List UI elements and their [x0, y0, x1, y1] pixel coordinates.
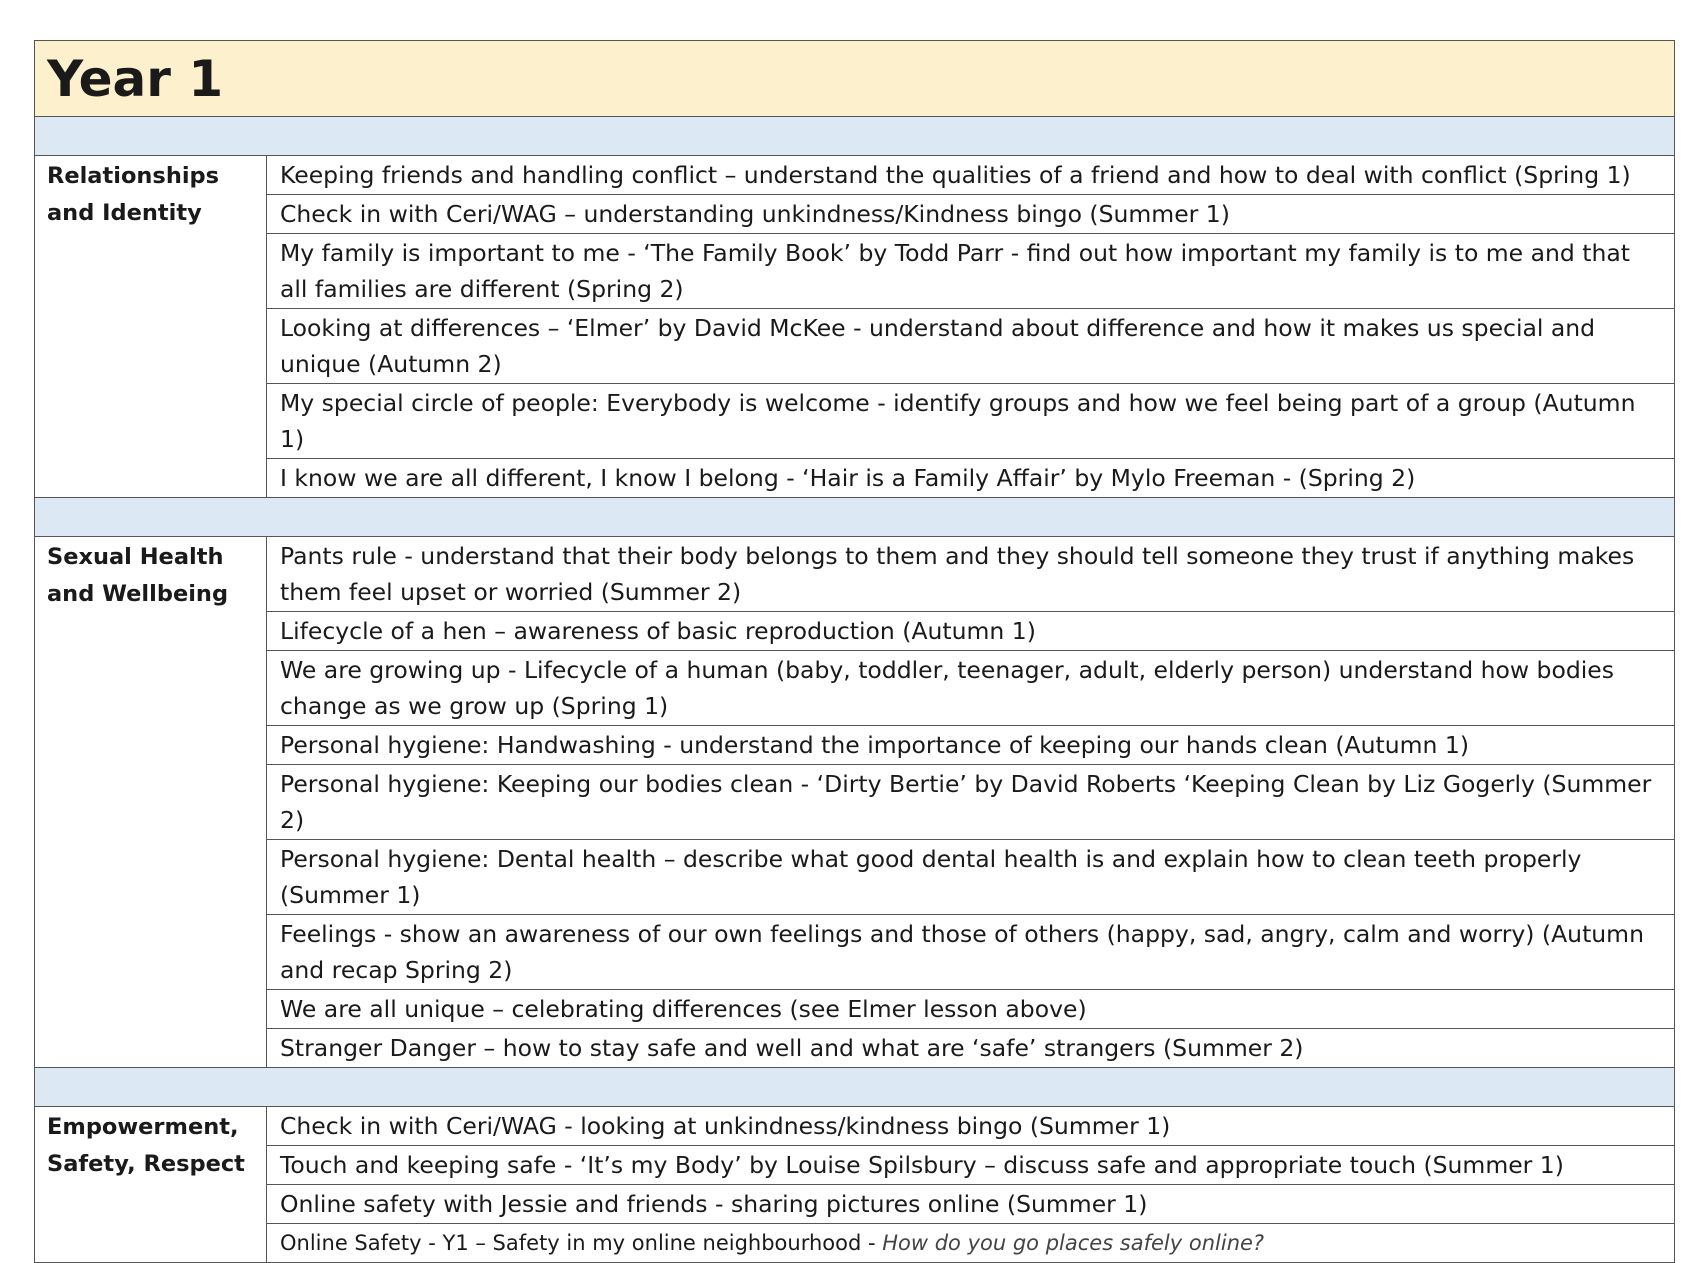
table-row — [35, 915, 1675, 990]
list-item: Online safety with Jessie and friends - sharing pictures online (Summer 1) — [267, 1185, 1675, 1224]
list-item — [267, 1224, 1675, 1263]
page-title: Year 1 — [35, 41, 1675, 117]
list-item: Keeping friends and handling conflict – understand the qualities of a friend and how to deal with conflict (Spring 1) — [267, 156, 1675, 195]
list-item: I know we are all different, I know I belong - ‘Hair is a Family Affair’ by Mylo Freeman - (Spring 2) — [267, 459, 1675, 498]
table-row — [35, 1146, 1675, 1185]
list-item: Feelings - show an awareness of our own feelings and those of others (happy, sad, angry, calm and worry) (Autumn and recap Spring 2) — [267, 915, 1675, 990]
section-label: Sexual Health and Wellbeing — [35, 537, 267, 1068]
list-item: Personal hygiene: Handwashing - understand the importance of keeping our hands clean (Autumn 1) — [267, 726, 1675, 765]
list-item: Looking at differences – ‘Elmer’ by David McKee - understand about difference and how it makes us special and unique (Autumn 2) — [267, 309, 1675, 384]
table-row — [35, 234, 1675, 309]
section-label: Empowerment, Safety, Respect — [35, 1107, 267, 1263]
table-row — [35, 726, 1675, 765]
list-item: Touch and keeping safe - ‘It’s my Body’ by Louise Spilsbury – discuss safe and appropriate touch (Summer 1) — [267, 1146, 1675, 1185]
list-item: We are growing up - Lifecycle of a human (baby, toddler, teenager, adult, elderly person) understand how bodies change as we grow up (Spring 1) — [267, 651, 1675, 726]
list-item: Lifecycle of a hen – awareness of basic reproduction (Autumn 1) — [267, 612, 1675, 651]
table-row — [35, 651, 1675, 726]
table-row — [35, 1107, 1675, 1146]
curriculum-sheet — [34, 40, 1674, 1263]
table-row — [35, 765, 1675, 840]
table-row — [35, 459, 1675, 498]
table-row — [35, 195, 1675, 234]
section-label: Relationships and Identity — [35, 156, 267, 498]
table-row — [35, 156, 1675, 195]
section-spacer — [35, 498, 1675, 537]
section-spacer — [35, 117, 1675, 156]
table-row — [35, 537, 1675, 612]
list-item: My special circle of people: Everybody is welcome - identify groups and how we feel being part of a group (Autumn 1) — [267, 384, 1675, 459]
section-spacer — [35, 1068, 1675, 1107]
list-item-note: How do you go places safely online? — [882, 1231, 1265, 1255]
table-row — [35, 612, 1675, 651]
list-item: Personal hygiene: Keeping our bodies clean - ‘Dirty Bertie’ by David Roberts ‘Keeping Clean by Liz Gogerly (Summer 2) — [267, 765, 1675, 840]
list-item: Check in with Ceri/WAG – understanding unkindness/Kindness bingo (Summer 1) — [267, 195, 1675, 234]
list-item: Personal hygiene: Dental health – describe what good dental health is and explain how to clean teeth properly (Summer 1) — [267, 840, 1675, 915]
list-item-text: Online Safety - Y1 – Safety in my online neighbourhood - — [280, 1231, 883, 1255]
list-item: Check in with Ceri/WAG - looking at unkindness/kindness bingo (Summer 1) — [267, 1107, 1675, 1146]
table-row — [35, 384, 1675, 459]
curriculum-table — [34, 40, 1675, 1263]
table-row — [35, 309, 1675, 384]
table-row — [35, 1224, 1675, 1263]
list-item: Stranger Danger – how to stay safe and well and what are ‘safe’ strangers (Summer 2) — [267, 1029, 1675, 1068]
list-item: Pants rule - understand that their body belongs to them and they should tell someone they trust if anything makes them feel upset or worried (Summer 2) — [267, 537, 1675, 612]
table-row — [35, 990, 1675, 1029]
list-item: My family is important to me - ‘The Family Book’ by Todd Parr - find out how important my family is to me and that all families are different (Spring 2) — [267, 234, 1675, 309]
list-item: We are all unique – celebrating differences (see Elmer lesson above) — [267, 990, 1675, 1029]
table-row — [35, 1029, 1675, 1068]
title-row — [35, 41, 1675, 117]
table-row — [35, 840, 1675, 915]
